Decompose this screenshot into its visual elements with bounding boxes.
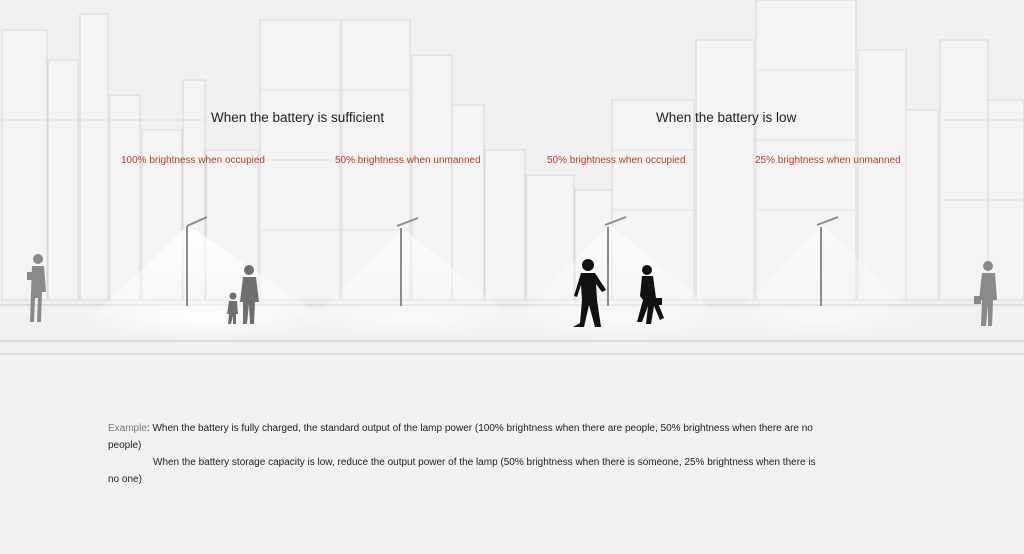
label-50-brightness-unmanned: 50% brightness when unmanned <box>335 155 481 166</box>
heading-battery-low: When the battery is low <box>656 110 797 125</box>
example-line-4: no one) <box>108 474 142 485</box>
example-label: Example <box>108 423 147 434</box>
label-100-brightness-occupied: 100% brightness when occupied <box>121 155 265 166</box>
label-25-brightness-unmanned: 25% brightness when unmanned <box>755 155 901 166</box>
heading-battery-sufficient: When the battery is sufficient <box>211 110 385 125</box>
example-line-1 <box>108 420 816 437</box>
example-line-1-text: : When the battery is fully charged, the standard output of the lamp power (100% brightness when there are people, 50% brightness when there are no <box>146 423 813 434</box>
label-50-brightness-occupied: 50% brightness when occupied <box>547 155 686 166</box>
city-skyline <box>2 0 1024 300</box>
example-line-2: people) <box>108 440 142 451</box>
example-line-3: When the battery storage capacity is low, reduce the output power of the lamp (50% brightness when there is someone, 25% brightness when there is <box>153 457 816 468</box>
example-paragraph <box>108 420 816 488</box>
